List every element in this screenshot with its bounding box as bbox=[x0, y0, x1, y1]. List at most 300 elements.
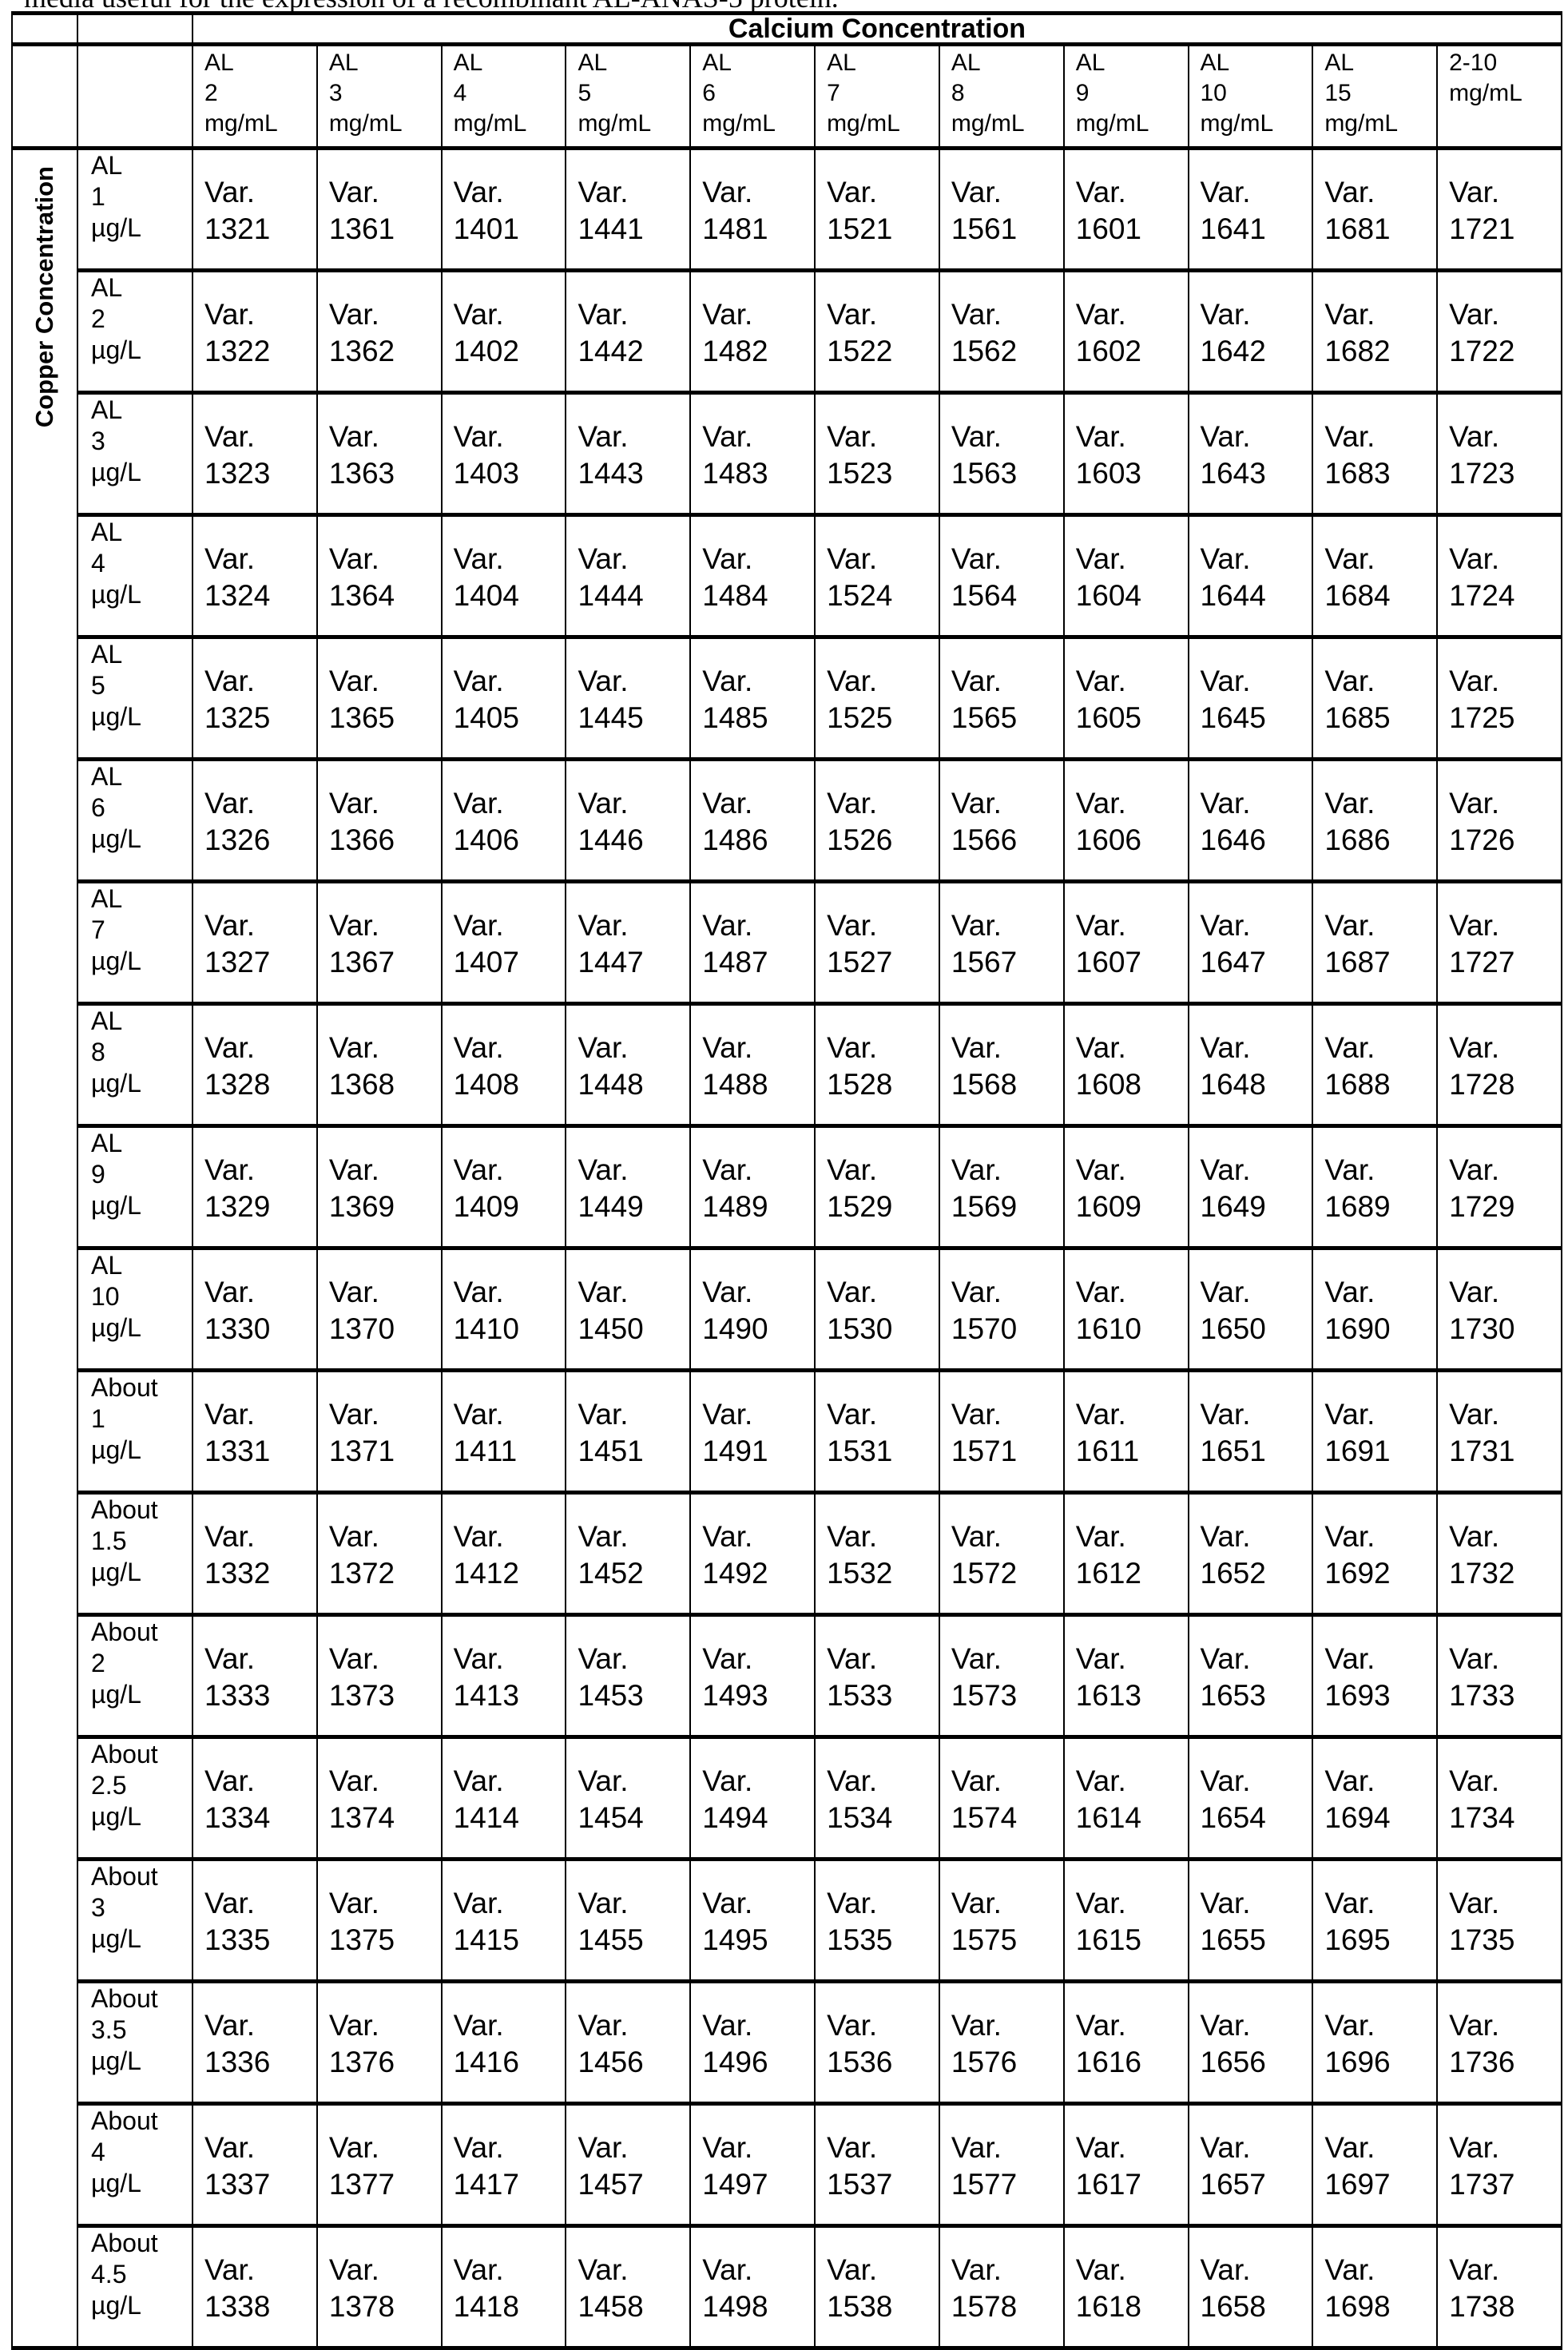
row-label bbox=[77, 2226, 193, 2348]
table-cell bbox=[1189, 1615, 1313, 1737]
cell-prefix: Var. bbox=[1324, 1152, 1436, 1189]
cell-prefix: Var. bbox=[454, 1763, 566, 1800]
table-cell bbox=[1189, 637, 1313, 760]
cell-number: 1367 bbox=[329, 944, 441, 981]
cell-prefix: Var. bbox=[204, 1152, 316, 1189]
column-header-line: mg/mL bbox=[827, 109, 939, 139]
table-cell bbox=[317, 1371, 442, 1493]
cell-number: 1488 bbox=[702, 1066, 814, 1103]
cell-prefix: Var. bbox=[1324, 2130, 1436, 2166]
table-cell bbox=[193, 271, 317, 393]
row-label bbox=[77, 393, 193, 515]
table-cell bbox=[317, 1126, 442, 1248]
cell-number: 1481 bbox=[702, 211, 814, 248]
cell-prefix: Var. bbox=[1449, 1152, 1561, 1189]
cell-number: 1494 bbox=[702, 1800, 814, 1836]
table-cell bbox=[566, 515, 690, 637]
cell-number: 1648 bbox=[1201, 1066, 1312, 1103]
cell-prefix: Var. bbox=[204, 663, 316, 700]
column-header-line: AL bbox=[702, 48, 814, 78]
row-label-line: µg/L bbox=[91, 1679, 192, 1710]
column-header-line: 15 bbox=[1324, 78, 1436, 109]
cell-prefix: Var. bbox=[1324, 1396, 1436, 1433]
column-header-line: mg/mL bbox=[1201, 109, 1312, 139]
cell-number: 1694 bbox=[1324, 1800, 1436, 1836]
cell-prefix: Var. bbox=[578, 1885, 689, 1922]
cell-number: 1411 bbox=[454, 1433, 566, 1470]
table-cell bbox=[193, 760, 317, 882]
cell-number: 1682 bbox=[1324, 333, 1436, 370]
cell-prefix: Var. bbox=[329, 1274, 441, 1311]
cell-prefix: Var. bbox=[329, 1641, 441, 1677]
table-cell bbox=[690, 1737, 815, 1860]
cell-prefix: Var. bbox=[1449, 1885, 1561, 1922]
cell-prefix: Var. bbox=[827, 419, 939, 455]
row-label-line: µg/L bbox=[91, 335, 192, 366]
cell-prefix: Var. bbox=[204, 1763, 316, 1800]
table-cell bbox=[1312, 149, 1437, 271]
corner-cell bbox=[77, 45, 193, 149]
cell-prefix: Var. bbox=[827, 541, 939, 578]
cell-number: 1338 bbox=[204, 2288, 316, 2325]
cell-prefix: Var. bbox=[329, 663, 441, 700]
cell-prefix: Var. bbox=[951, 1030, 1063, 1066]
cell-number: 1527 bbox=[827, 944, 939, 981]
row-label-line: AL bbox=[91, 639, 192, 670]
table-cell bbox=[690, 393, 815, 515]
row-label-line: 1.5 bbox=[91, 1526, 192, 1557]
column-header-line: AL bbox=[1324, 48, 1436, 78]
table-cell bbox=[939, 1737, 1064, 1860]
table-cell bbox=[1189, 515, 1313, 637]
row-label-line: AL bbox=[91, 1006, 192, 1037]
cell-prefix: Var. bbox=[329, 2007, 441, 2044]
cell-prefix: Var. bbox=[951, 1641, 1063, 1677]
cell-number: 1489 bbox=[702, 1189, 814, 1225]
cell-prefix: Var. bbox=[1324, 1274, 1436, 1311]
cell-number: 1681 bbox=[1324, 211, 1436, 248]
row-label bbox=[77, 1982, 193, 2104]
cell-prefix: Var. bbox=[827, 1274, 939, 1311]
cell-prefix: Var. bbox=[204, 1518, 316, 1555]
table-cell bbox=[1064, 1615, 1189, 1737]
row-label-line: 10 bbox=[91, 1281, 192, 1312]
cell-prefix: Var. bbox=[204, 1274, 316, 1311]
cell-prefix: Var. bbox=[1449, 1030, 1561, 1066]
cell-number: 1521 bbox=[827, 211, 939, 248]
cell-prefix: Var. bbox=[1324, 2252, 1436, 2288]
cell-number: 1734 bbox=[1449, 1800, 1561, 1836]
cell-prefix: Var. bbox=[329, 296, 441, 333]
table-cell bbox=[1312, 271, 1437, 393]
row-label-line: AL bbox=[91, 395, 192, 426]
cell-number: 1691 bbox=[1324, 1433, 1436, 1470]
row-label bbox=[77, 1860, 193, 1982]
cell-number: 1578 bbox=[951, 2288, 1063, 2325]
cell-number: 1366 bbox=[329, 822, 441, 859]
cell-prefix: Var. bbox=[1201, 174, 1312, 211]
row-label bbox=[77, 1737, 193, 1860]
cell-number: 1443 bbox=[578, 455, 689, 492]
row-label bbox=[77, 1126, 193, 1248]
table-cell bbox=[1189, 760, 1313, 882]
cell-prefix: Var. bbox=[1076, 1763, 1188, 1800]
cell-number: 1618 bbox=[1076, 2288, 1188, 2325]
cell-number: 1613 bbox=[1076, 1677, 1188, 1714]
cell-prefix: Var. bbox=[454, 907, 566, 944]
cell-number: 1536 bbox=[827, 2044, 939, 2081]
cell-number: 1372 bbox=[329, 1555, 441, 1592]
table-cell bbox=[1312, 1004, 1437, 1126]
cell-number: 1482 bbox=[702, 333, 814, 370]
table-cell bbox=[1064, 2104, 1189, 2226]
table-cell bbox=[1312, 2104, 1437, 2226]
cell-prefix: Var. bbox=[702, 1885, 814, 1922]
cell-number: 1492 bbox=[702, 1555, 814, 1592]
row-label bbox=[77, 760, 193, 882]
table-cell bbox=[815, 1860, 939, 1982]
table-row bbox=[12, 760, 1562, 882]
table-cell bbox=[193, 1371, 317, 1493]
cell-prefix: Var. bbox=[951, 174, 1063, 211]
cell-prefix: Var. bbox=[1449, 1641, 1561, 1677]
table-cell bbox=[1064, 1493, 1189, 1615]
table-cell bbox=[1189, 1982, 1313, 2104]
cell-prefix: Var. bbox=[1201, 1763, 1312, 1800]
corner-cell bbox=[12, 45, 77, 149]
column-header bbox=[1437, 45, 1562, 149]
table-cell bbox=[1064, 1004, 1189, 1126]
table-cell bbox=[1312, 1860, 1437, 1982]
cell-prefix: Var. bbox=[951, 1885, 1063, 1922]
cell-prefix: Var. bbox=[1449, 296, 1561, 333]
row-label-line: 4 bbox=[91, 548, 192, 579]
table-cell bbox=[317, 393, 442, 515]
cell-prefix: Var. bbox=[1076, 419, 1188, 455]
table-cell bbox=[1437, 1737, 1562, 1860]
cell-number: 1607 bbox=[1076, 944, 1188, 981]
calcium-concentration-header: Calcium Concentration bbox=[193, 14, 1562, 45]
table-cell bbox=[442, 2226, 566, 2348]
table-cell bbox=[1312, 760, 1437, 882]
copper-concentration-label: Copper Concentration bbox=[30, 166, 59, 427]
row-label bbox=[77, 1248, 193, 1371]
column-header-line: 8 bbox=[951, 78, 1063, 109]
cell-number: 1333 bbox=[204, 1677, 316, 1714]
row-label-line: 1 bbox=[91, 1403, 192, 1435]
cell-number: 1730 bbox=[1449, 1311, 1561, 1348]
table-cell bbox=[1437, 760, 1562, 882]
cell-number: 1698 bbox=[1324, 2288, 1436, 2325]
cell-number: 1455 bbox=[578, 1922, 689, 1959]
cell-prefix: Var. bbox=[204, 541, 316, 578]
cell-number: 1376 bbox=[329, 2044, 441, 2081]
cell-prefix: Var. bbox=[204, 907, 316, 944]
table-cell bbox=[442, 515, 566, 637]
table-cell bbox=[566, 2226, 690, 2348]
cell-number: 1325 bbox=[204, 700, 316, 736]
cell-number: 1602 bbox=[1076, 333, 1188, 370]
cell-prefix: Var. bbox=[827, 296, 939, 333]
table-cell bbox=[1064, 882, 1189, 1004]
cell-prefix: Var. bbox=[204, 785, 316, 822]
table-cell bbox=[566, 760, 690, 882]
cell-number: 1331 bbox=[204, 1433, 316, 1470]
table-cell bbox=[442, 760, 566, 882]
column-header-line: mg/mL bbox=[702, 109, 814, 139]
row-label-line: About bbox=[91, 1983, 192, 2015]
cell-prefix: Var. bbox=[702, 1763, 814, 1800]
cell-prefix: Var. bbox=[454, 663, 566, 700]
cell-number: 1337 bbox=[204, 2166, 316, 2203]
cell-number: 1364 bbox=[329, 578, 441, 614]
row-label-line: µg/L bbox=[91, 1923, 192, 1955]
cell-prefix: Var. bbox=[1201, 541, 1312, 578]
cell-prefix: Var. bbox=[827, 907, 939, 944]
cell-prefix: Var. bbox=[578, 785, 689, 822]
table-cell bbox=[317, 2104, 442, 2226]
table-cell bbox=[815, 271, 939, 393]
cell-prefix: Var. bbox=[1449, 541, 1561, 578]
cell-number: 1574 bbox=[951, 1800, 1063, 1836]
cell-prefix: Var. bbox=[1076, 907, 1188, 944]
table-cell bbox=[939, 1126, 1064, 1248]
cell-prefix: Var. bbox=[951, 1763, 1063, 1800]
column-header bbox=[1189, 45, 1313, 149]
cell-number: 1530 bbox=[827, 1311, 939, 1348]
cell-prefix: Var. bbox=[329, 541, 441, 578]
cell-prefix: Var. bbox=[827, 1641, 939, 1677]
cell-prefix: Var. bbox=[702, 174, 814, 211]
row-label bbox=[77, 1004, 193, 1126]
row-label bbox=[77, 1493, 193, 1615]
cell-number: 1728 bbox=[1449, 1066, 1561, 1103]
table-cell bbox=[566, 1248, 690, 1371]
table-cell bbox=[442, 1860, 566, 1982]
row-label-line: µg/L bbox=[91, 212, 192, 244]
cell-prefix: Var. bbox=[951, 296, 1063, 333]
cell-number: 1726 bbox=[1449, 822, 1561, 859]
row-label-line: 5 bbox=[91, 670, 192, 701]
table-cell bbox=[1437, 1982, 1562, 2104]
cell-prefix: Var. bbox=[204, 419, 316, 455]
table-cell bbox=[1437, 393, 1562, 515]
cell-prefix: Var. bbox=[1201, 663, 1312, 700]
table-cell bbox=[566, 393, 690, 515]
table-cell bbox=[1312, 393, 1437, 515]
table-cell bbox=[1312, 1126, 1437, 1248]
cell-prefix: Var. bbox=[1449, 1518, 1561, 1555]
table-cell bbox=[442, 393, 566, 515]
cell-number: 1370 bbox=[329, 1311, 441, 1348]
cell-prefix: Var. bbox=[1449, 1396, 1561, 1433]
cell-prefix: Var. bbox=[827, 174, 939, 211]
cell-number: 1487 bbox=[702, 944, 814, 981]
cell-prefix: Var. bbox=[951, 419, 1063, 455]
table-cell bbox=[566, 1004, 690, 1126]
column-header-line: 3 bbox=[329, 78, 441, 109]
cell-prefix: Var. bbox=[578, 663, 689, 700]
table-cell bbox=[939, 2104, 1064, 2226]
cell-number: 1690 bbox=[1324, 1311, 1436, 1348]
cell-number: 1561 bbox=[951, 211, 1063, 248]
cell-number: 1731 bbox=[1449, 1433, 1561, 1470]
cell-number: 1327 bbox=[204, 944, 316, 981]
cell-prefix: Var. bbox=[329, 1518, 441, 1555]
row-label-line: 4.5 bbox=[91, 2259, 192, 2290]
table-cell bbox=[690, 1004, 815, 1126]
cell-prefix: Var. bbox=[329, 1763, 441, 1800]
table-cell bbox=[1189, 149, 1313, 271]
cell-number: 1491 bbox=[702, 1433, 814, 1470]
cell-number: 1733 bbox=[1449, 1677, 1561, 1714]
cell-prefix: Var. bbox=[827, 1518, 939, 1555]
cell-number: 1404 bbox=[454, 578, 566, 614]
cell-prefix: Var. bbox=[578, 1763, 689, 1800]
cell-prefix: Var. bbox=[1201, 1030, 1312, 1066]
column-header-line: mg/mL bbox=[951, 109, 1063, 139]
cell-number: 1362 bbox=[329, 333, 441, 370]
cell-number: 1483 bbox=[702, 455, 814, 492]
cell-number: 1497 bbox=[702, 2166, 814, 2203]
cell-number: 1565 bbox=[951, 700, 1063, 736]
cell-number: 1685 bbox=[1324, 700, 1436, 736]
table-cell bbox=[317, 1982, 442, 2104]
cell-prefix: Var. bbox=[702, 1396, 814, 1433]
cell-prefix: Var. bbox=[1201, 419, 1312, 455]
table-cell bbox=[1064, 1860, 1189, 1982]
table-cell bbox=[193, 2226, 317, 2348]
cell-number: 1450 bbox=[578, 1311, 689, 1348]
cell-prefix: Var. bbox=[951, 907, 1063, 944]
cell-number: 1413 bbox=[454, 1677, 566, 1714]
row-label-line: µg/L bbox=[91, 1190, 192, 1221]
cell-prefix: Var. bbox=[951, 541, 1063, 578]
table-cell bbox=[815, 1982, 939, 2104]
table-cell bbox=[566, 1371, 690, 1493]
row-label bbox=[77, 271, 193, 393]
table-cell bbox=[815, 393, 939, 515]
cell-number: 1374 bbox=[329, 1800, 441, 1836]
cell-number: 1412 bbox=[454, 1555, 566, 1592]
cell-prefix: Var. bbox=[204, 2130, 316, 2166]
cell-prefix: Var. bbox=[1201, 1152, 1312, 1189]
cell-prefix: Var. bbox=[329, 1030, 441, 1066]
cell-number: 1368 bbox=[329, 1066, 441, 1103]
column-header-line: mg/mL bbox=[1324, 109, 1436, 139]
table-cell bbox=[566, 1860, 690, 1982]
cell-number: 1375 bbox=[329, 1922, 441, 1959]
table-cell bbox=[193, 1126, 317, 1248]
cell-prefix: Var. bbox=[1076, 785, 1188, 822]
cell-prefix: Var. bbox=[827, 1396, 939, 1433]
cell-number: 1646 bbox=[1201, 822, 1312, 859]
cell-number: 1371 bbox=[329, 1433, 441, 1470]
table-row bbox=[12, 1004, 1562, 1126]
cell-number: 1335 bbox=[204, 1922, 316, 1959]
table-cell bbox=[690, 1982, 815, 2104]
cell-number: 1612 bbox=[1076, 1555, 1188, 1592]
table-cell bbox=[815, 882, 939, 1004]
column-header bbox=[690, 45, 815, 149]
cell-number: 1373 bbox=[329, 1677, 441, 1714]
table-cell bbox=[1312, 1982, 1437, 2104]
cell-prefix: Var. bbox=[1201, 2252, 1312, 2288]
cell-prefix: Var. bbox=[1449, 2252, 1561, 2288]
cell-prefix: Var. bbox=[1076, 1641, 1188, 1677]
table-cell bbox=[1064, 2226, 1189, 2348]
cell-number: 1323 bbox=[204, 455, 316, 492]
cell-number: 1573 bbox=[951, 1677, 1063, 1714]
cell-number: 1378 bbox=[329, 2288, 441, 2325]
cell-number: 1736 bbox=[1449, 2044, 1561, 2081]
cell-prefix: Var. bbox=[454, 1641, 566, 1677]
row-label-line: About bbox=[91, 2106, 192, 2137]
cell-number: 1498 bbox=[702, 2288, 814, 2325]
row-label-line: 4 bbox=[91, 2137, 192, 2168]
table-cell bbox=[1437, 1371, 1562, 1493]
cell-prefix: Var. bbox=[827, 2130, 939, 2166]
table-cell bbox=[1437, 1615, 1562, 1737]
cell-number: 1486 bbox=[702, 822, 814, 859]
row-label-line: About bbox=[91, 2228, 192, 2259]
table-row bbox=[12, 515, 1562, 637]
table-cell bbox=[317, 149, 442, 271]
cell-number: 1606 bbox=[1076, 822, 1188, 859]
cell-prefix: Var. bbox=[204, 174, 316, 211]
column-header-line: 4 bbox=[454, 78, 566, 109]
table-cell bbox=[442, 1493, 566, 1615]
cell-prefix: Var. bbox=[702, 541, 814, 578]
cell-prefix: Var. bbox=[1449, 1763, 1561, 1800]
cell-number: 1534 bbox=[827, 1800, 939, 1836]
cell-prefix: Var. bbox=[827, 1030, 939, 1066]
cell-prefix: Var. bbox=[951, 785, 1063, 822]
cell-number: 1401 bbox=[454, 211, 566, 248]
table-cell bbox=[1312, 1737, 1437, 1860]
cell-prefix: Var. bbox=[578, 1641, 689, 1677]
cell-prefix: Var. bbox=[951, 1274, 1063, 1311]
cell-number: 1415 bbox=[454, 1922, 566, 1959]
cell-number: 1653 bbox=[1201, 1677, 1312, 1714]
cell-prefix: Var. bbox=[578, 1152, 689, 1189]
table-cell bbox=[939, 149, 1064, 271]
row-label-line: About bbox=[91, 1372, 192, 1403]
table-cell bbox=[442, 1004, 566, 1126]
table-cell bbox=[939, 882, 1064, 1004]
row-label-line: µg/L bbox=[91, 579, 192, 610]
table-cell bbox=[939, 393, 1064, 515]
table-cell bbox=[193, 1615, 317, 1737]
cell-prefix: Var. bbox=[578, 1396, 689, 1433]
cell-number: 1647 bbox=[1201, 944, 1312, 981]
row-label-line: 1 bbox=[91, 181, 192, 212]
table-cell bbox=[317, 637, 442, 760]
cell-number: 1326 bbox=[204, 822, 316, 859]
cell-prefix: Var. bbox=[454, 1152, 566, 1189]
table-cell bbox=[566, 2104, 690, 2226]
cell-number: 1568 bbox=[951, 1066, 1063, 1103]
cell-number: 1408 bbox=[454, 1066, 566, 1103]
table-cell bbox=[1064, 1737, 1189, 1860]
cell-prefix: Var. bbox=[204, 2252, 316, 2288]
cell-number: 1697 bbox=[1324, 2166, 1436, 2203]
cell-number: 1496 bbox=[702, 2044, 814, 2081]
column-header-line: mg/mL bbox=[1076, 109, 1188, 139]
cell-number: 1616 bbox=[1076, 2044, 1188, 2081]
cell-prefix: Var. bbox=[454, 2007, 566, 2044]
cell-number: 1654 bbox=[1201, 1800, 1312, 1836]
